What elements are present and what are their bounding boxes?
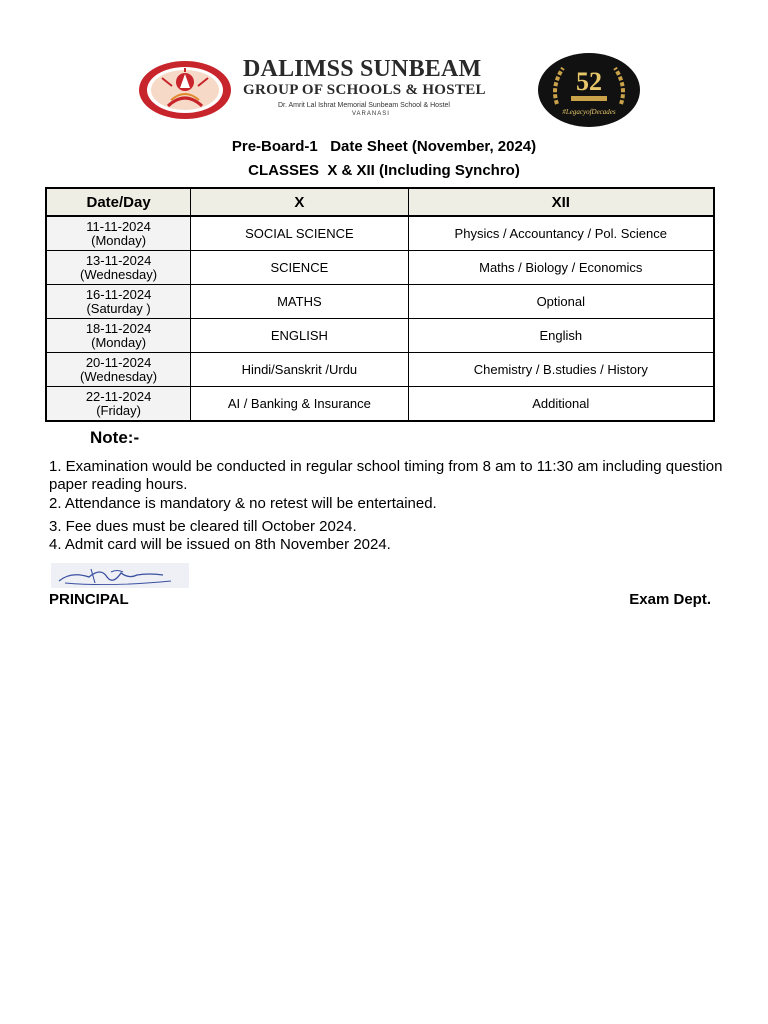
school-city: VARANASI (352, 111, 390, 117)
school-emblem-logo (138, 60, 232, 120)
date-sheet-title: Pre-Board-1 Date Sheet (November, 2024) (231, 138, 537, 155)
table-row (46, 387, 714, 422)
badge-number: 52 (576, 67, 602, 96)
class-xii-subject: English (408, 319, 714, 353)
table-header-row (46, 188, 714, 216)
day-text: (Saturday ) (86, 300, 151, 316)
header-class-xii: XII (408, 188, 714, 216)
date-text: 11-11-2024 (86, 218, 151, 234)
class-xii-subject: Physics / Accountancy / Pol. Science (408, 216, 714, 251)
principal-label: PRINCIPAL (49, 591, 129, 608)
date-text: 22-11-2024 (85, 388, 152, 404)
note-item: 2. Attendance is mandatory & no retest will be entertained. (49, 495, 437, 512)
table-row (46, 216, 714, 251)
date-cell (46, 387, 191, 422)
class-xii-subject: Additional (408, 387, 714, 422)
date-cell (46, 285, 191, 319)
class-x-subject: SOCIAL SCIENCE (191, 216, 408, 251)
school-group-name: GROUP OF SCHOOLS & HOSTEL (243, 82, 486, 98)
note-heading: Note:- (90, 428, 140, 447)
date-cell (46, 251, 191, 285)
classes-subtitle: CLASSES X & XII (Including Synchro) (248, 162, 520, 179)
day-text: (Monday) (91, 334, 147, 350)
day-text: (Friday) (96, 402, 141, 418)
date-cell (46, 319, 191, 353)
table-row (46, 319, 714, 353)
class-x-subject: ENGLISH (191, 319, 408, 353)
date-cell (46, 216, 191, 251)
table-row (46, 353, 714, 387)
exam-dept-label: Exam Dept. (629, 591, 711, 608)
badge-tag: #LegacyofDecades (562, 108, 616, 116)
school-header (138, 52, 642, 128)
class-xii-subject: Maths / Biology / Economics (408, 251, 714, 285)
date-text: 16-11-2024 (85, 286, 152, 302)
date-sheet-table (45, 187, 715, 422)
date-cell (46, 353, 191, 387)
class-x-subject: Hindi/Sanskrit /Urdu (191, 353, 408, 387)
class-xii-subject: Optional (408, 285, 714, 319)
date-text: 13-11-2024 (85, 252, 152, 268)
notes-list (49, 458, 729, 554)
note-item: 1. Examination would be conducted in regular school timing from 8 am to 11:30 am including question paper reading hours. (49, 458, 723, 493)
date-text: 18-11-2024 (85, 320, 152, 336)
header-class-x: X (191, 188, 408, 216)
table-row (46, 285, 714, 319)
date-text: 20-11-2024 (85, 354, 152, 370)
school-name: DALIMSS SUNBEAM (243, 56, 482, 82)
header-date-day: Date/Day (46, 188, 191, 216)
class-x-subject: MATHS (191, 285, 408, 319)
school-subtitle: Dr. Amrit Lal Ishrat Memorial Sunbeam School & Hostel (278, 102, 450, 109)
principal-signature-image (51, 563, 189, 588)
anniversary-badge-logo (537, 52, 642, 128)
day-text: (Monday) (91, 232, 147, 248)
class-x-subject: AI / Banking & Insurance (191, 387, 408, 422)
table-row (46, 251, 714, 285)
note-item: 4. Admit card will be issued on 8th November 2024. (49, 536, 391, 553)
note-item: 3. Fee dues must be cleared till October 2024. (49, 518, 357, 535)
day-text: (Wednesday) (80, 266, 158, 282)
class-xii-subject: Chemistry / B.studies / History (408, 353, 714, 387)
class-x-subject: SCIENCE (191, 251, 408, 285)
day-text: (Wednesday) (80, 368, 158, 384)
